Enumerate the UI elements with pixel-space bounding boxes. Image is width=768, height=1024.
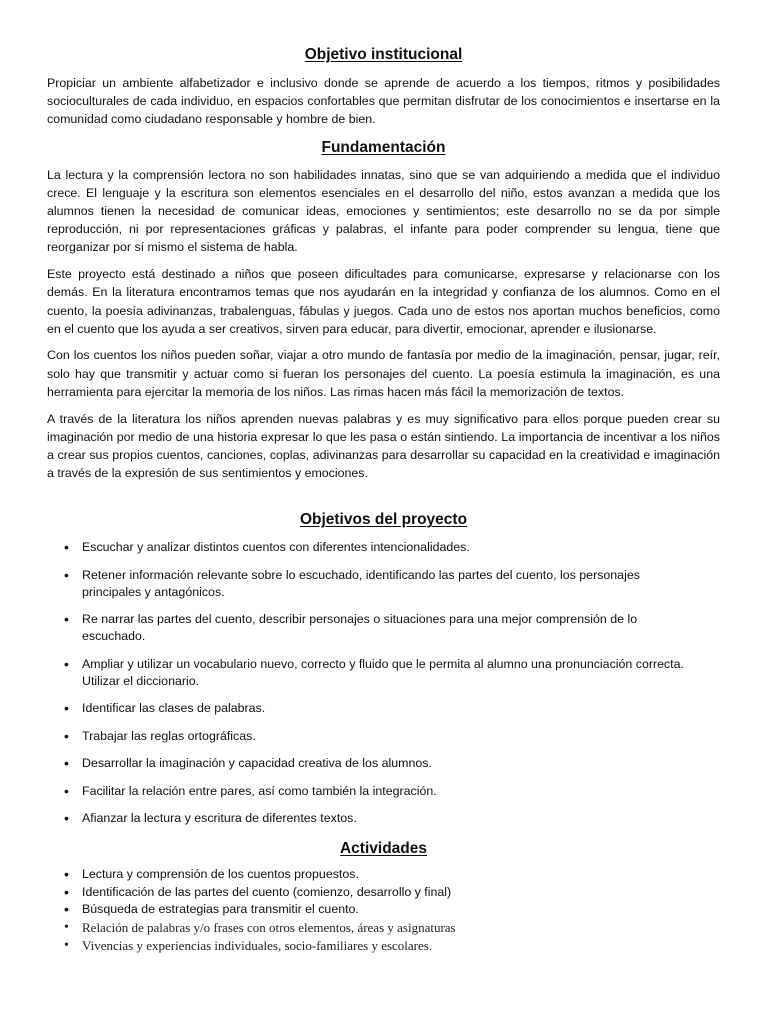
activity-item: • Relación de palabras y/o frases con otros elementos, áreas y asignaturas <box>47 919 720 937</box>
paragraph-fundamentacion-4: A través de la literatura los niños aprenden nuevas palabras y es muy significativo para ellos porque pueden crear su imaginación por medio de una historia expresar lo que les pasa o están sintiendo. La importancia de incentivar a los niños a crear sus propios cuentos, canciones, coplas, adivinanzas para desarrollar su capacidad en la creatividad e imaginación a través de la expresión de sus sentimientos y emociones. <box>47 411 720 481</box>
activity-item: • Identificación de las partes del cuento (comienzo, desarrollo y final) <box>47 884 720 902</box>
heading-objetivos-del-proyecto: Objetivos del proyecto <box>299 511 468 529</box>
heading-fundamentacion: Fundamentación <box>321 138 446 156</box>
activities-list <box>47 866 720 955</box>
objective-item: • Ampliar y utilizar un vocabulario nuevo, correcto y fluido que le permita al alumno una pronunciación correcta. Utilizar el diccionario. <box>47 656 720 690</box>
objective-item: • Retener información relevante sobre lo escuchado, identificando las partes del cuento, los personajes principales y antagónicos. <box>47 567 720 601</box>
paragraph-fundamentacion-3: Con los cuentos los niños pueden soñar, viajar a otro mundo de fantasía por medio de la imaginación, pensar, jugar, reír, solo hay que transmitir y actuar como si fueran los personajes del cuento. La poesía estimula la imaginación, es una herramienta para ejercitar la memoria de los niños. Las rimas hacen más fácil la memorización de textos. <box>47 348 720 399</box>
objective-item: • Desarrollar la imaginación y capacidad creativa de los alumnos. <box>47 755 720 772</box>
paragraph-objetivo-institucional: Propiciar un ambiente alfabetizador e inclusivo donde se aprende de acuerdo a los tiempos, ritmos y posibilidades socioculturales de cada individuo, en espacios confortables que permitan disfrutar de los conocimientos e insertarse en la comunidad como ciudadano responsable y hombre de bien. <box>47 76 720 127</box>
heading-objetivo-institucional: Objetivo institucional <box>304 46 463 63</box>
activity-item: • Lectura y comprensión de los cuentos propuestos. <box>47 866 720 884</box>
document-page <box>47 44 720 955</box>
objective-item: • Afianzar la lectura y escritura de diferentes textos. <box>47 810 720 827</box>
objective-item: • Identificar las clases de palabras. <box>47 700 720 717</box>
activity-item: • Vivencias y experiencias individuales, socio-familiares y escolares. <box>47 937 720 955</box>
objective-item: • Escuchar y analizar distintos cuentos con diferentes intencionalidades. <box>47 539 720 556</box>
objective-item: • Facilitar la relación entre pares, así como también la integración. <box>47 783 720 800</box>
activity-item: • Búsqueda de estrategias para transmitir el cuento. <box>47 901 720 919</box>
paragraph-fundamentacion-1: La lectura y la comprensión lectora no son habilidades innatas, sino que se van adquiriendo a medida que el individuo crece. El lenguaje y la escritura son elementos esenciales en el desarrollo del niño, estos avanzan a medida que los alumnos tienen la necesidad de comunicar ideas, emociones y sentimientos; este desarrollo no se da por simple reproducción, ni por representaciones gráficas y palabras, el infante para poder comprender su lengua, tiene que reorganizar por sí mismo el sistema de habla. <box>47 167 720 255</box>
heading-actividades: Actividades <box>339 839 427 857</box>
objective-item: • Trabajar las reglas ortográficas. <box>47 728 720 745</box>
objectives-list <box>47 539 720 827</box>
objective-item: • Re narrar las partes del cuento, describir personajes o situaciones para una mejor comprensión de lo escuchado. <box>47 611 720 645</box>
paragraph-fundamentacion-2: Este proyecto está destinado a niños que poseen dificultades para comunicarse, expresarse y relacionarse con los demás. En la literatura encontramos temas que nos ayudarán en la integridad y confianza de los alumnos. Como en el cuento, la poesía adivinanzas, trabalenguas, fábulas y juegos. Cada uno de estos nos aportan muchos beneficios, como en el cuento que los ayuda a ser creativos, sirven para educar, para divertir, emocionar, aprender e ilusionarse. <box>47 267 720 336</box>
